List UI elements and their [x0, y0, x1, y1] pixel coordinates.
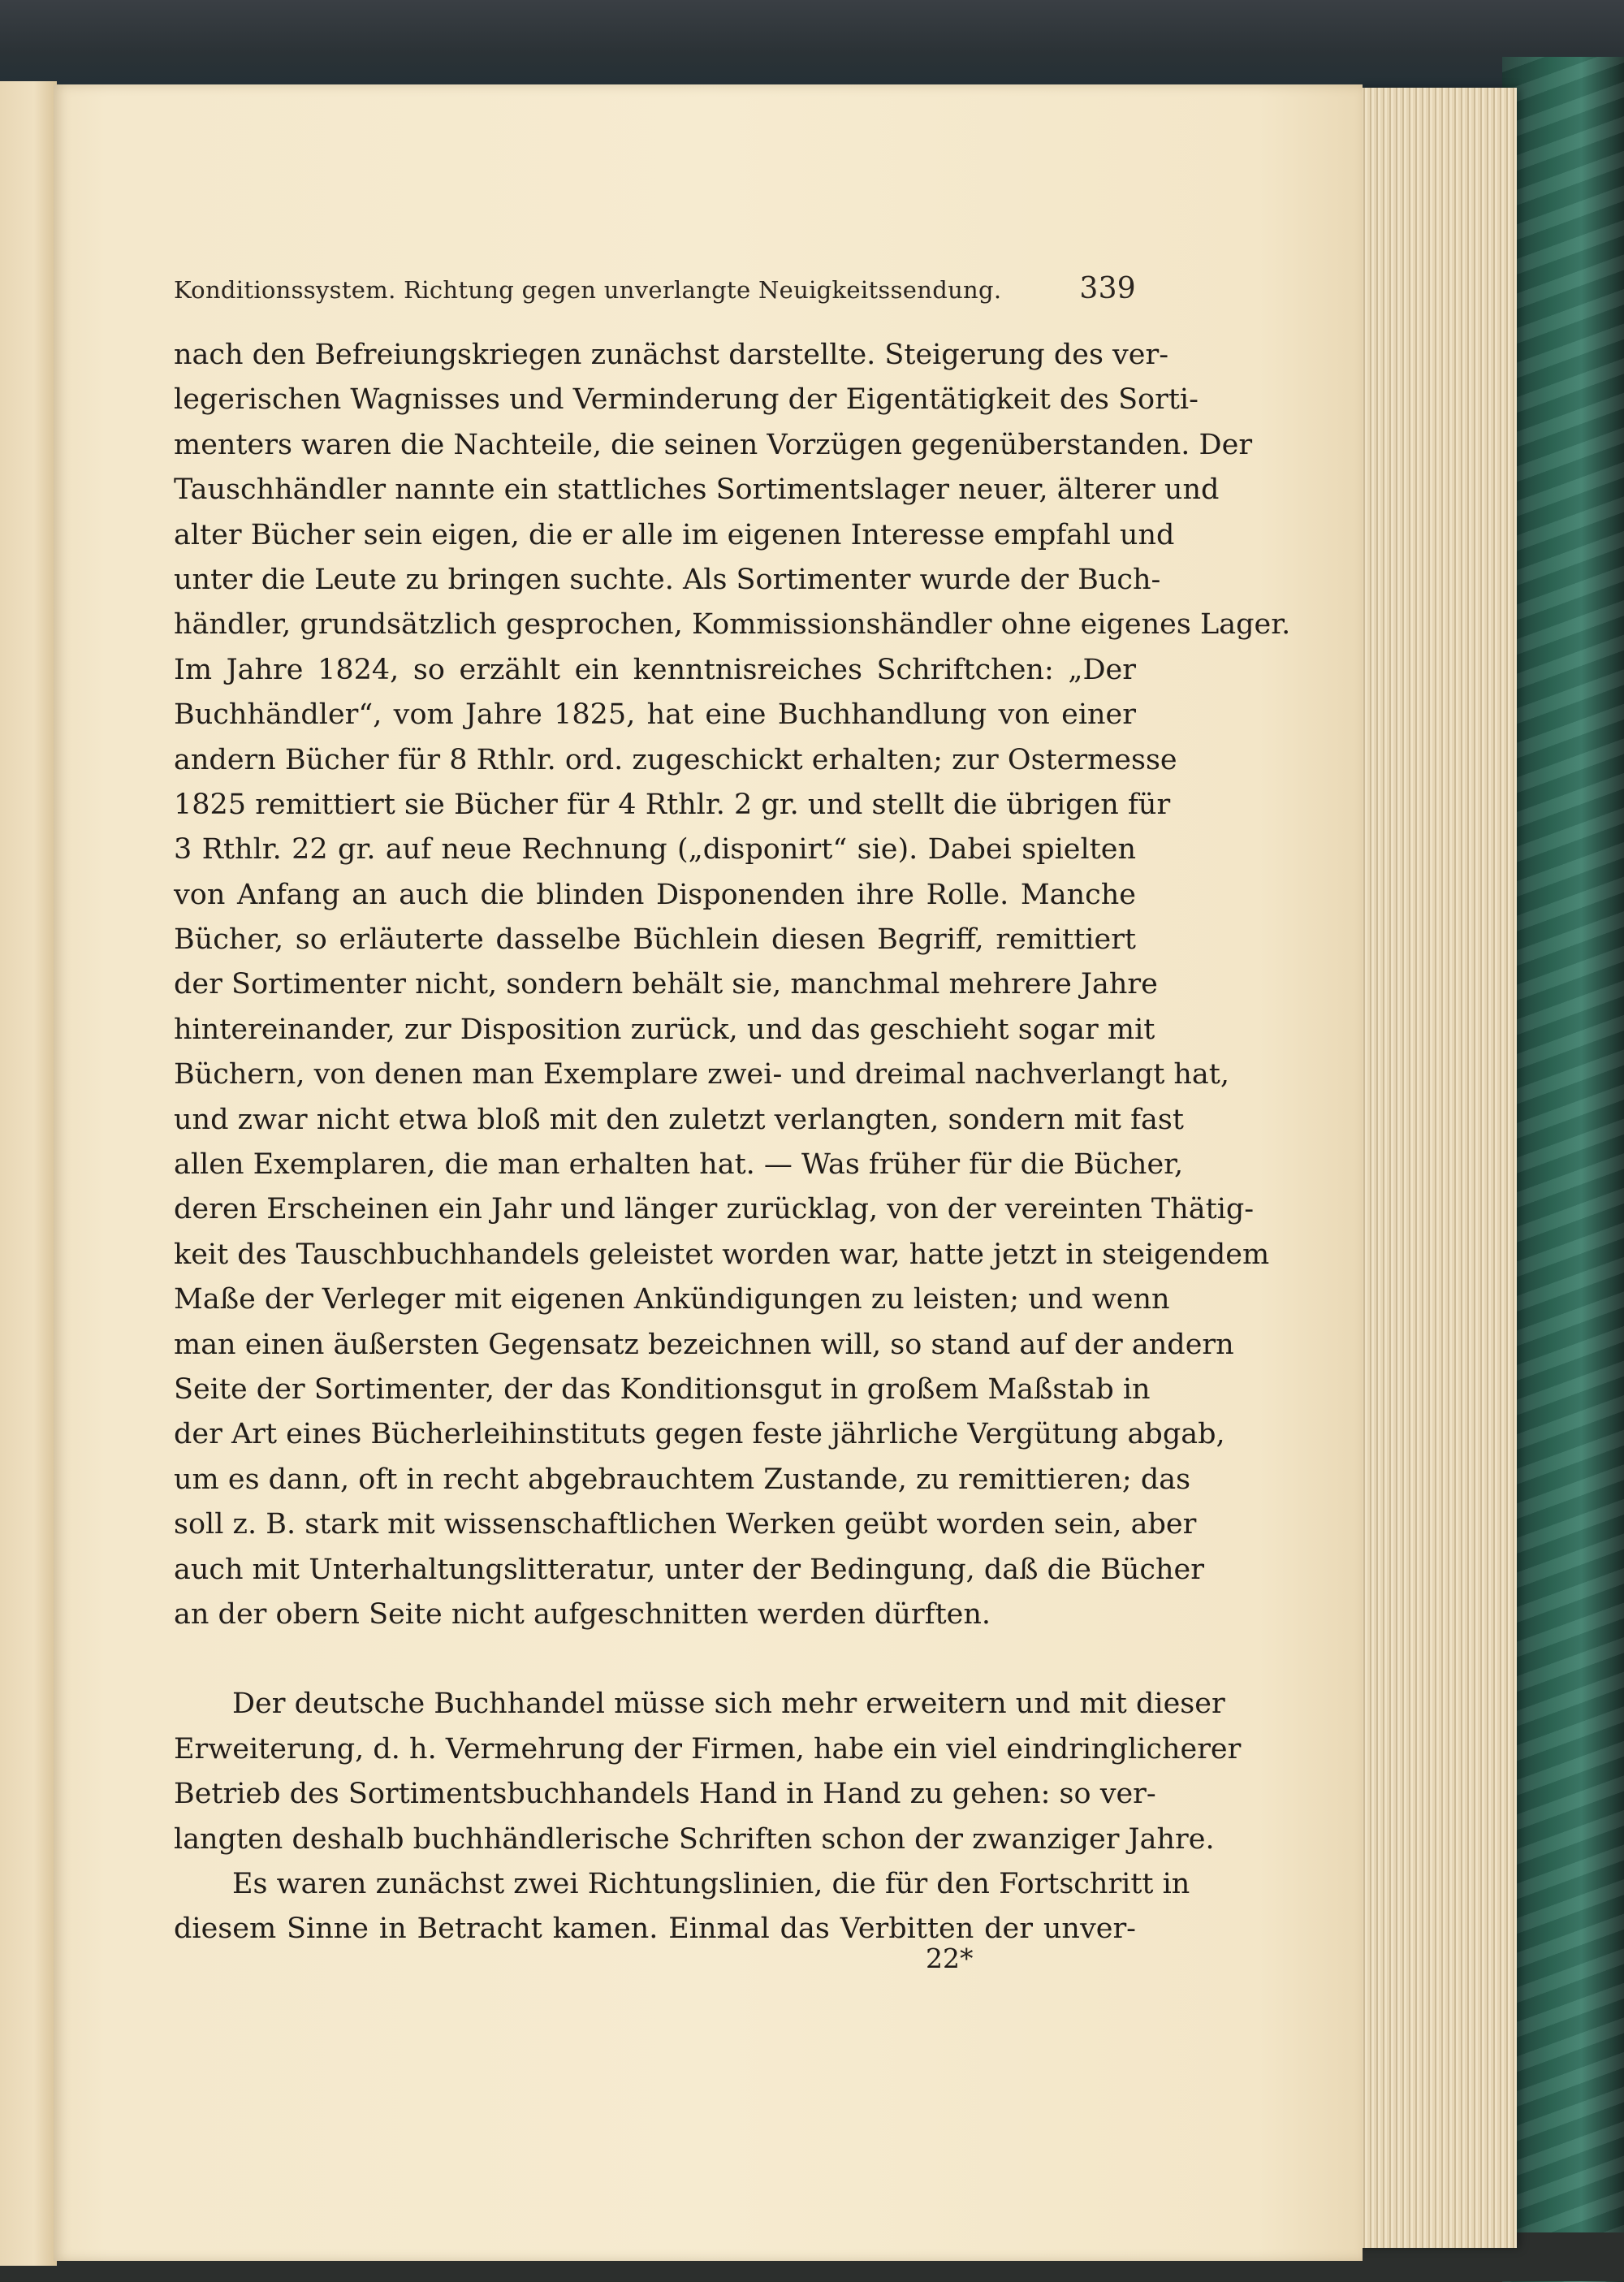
text-line: hintereinander, zur Disposition zurück, und das geschieht sogar mit	[174, 1013, 1155, 1046]
paragraph-2	[174, 1682, 1242, 1862]
text-line: Es waren zunächst zwei Richtungslinien, die für den Fortschritt in	[232, 1867, 1190, 1900]
text-line: der Art eines Bücherleihinstituts gegen feste jährliche Vergütung abgab,	[174, 1418, 1225, 1451]
body-text	[174, 333, 1291, 1952]
text-line: Maße der Verleger mit eigenen Ankündigungen zu leisten; und wenn	[174, 1283, 1170, 1316]
text-line: unter die Leute zu bringen suchte. Als Sortimenter wurde der Buch-	[174, 563, 1161, 596]
text-line: 3 Rthlr. 22 gr. auf neue Rechnung („disponirt“ sie). Dabei spielten	[174, 833, 1136, 867]
text-line: deren Erscheinen ein Jahr und länger zurücklag, von der vereinten Thätig-	[174, 1193, 1255, 1226]
text-line: man einen äußersten Gegensatz bezeichnen will, so stand auf der andern	[174, 1328, 1234, 1361]
text-line: diesem Sinne in Betracht kamen. Einmal das Verbitten der unver-	[174, 1912, 1136, 1946]
facing-page-edge	[0, 81, 57, 2266]
running-title: Konditionssystem. Richtung gegen unverlangte Neuigkeitssendung.	[174, 276, 1002, 304]
text-line: Der deutsche Buchhandel müsse sich mehr erweitern und mit dieser	[232, 1688, 1225, 1721]
text-line: menters waren die Nachteile, die seinen Vorzügen gegenüberstanden. Der	[174, 428, 1253, 461]
text-line: 1825 remittiert sie Bücher für 4 Rthlr. 2 gr. und stellt die übrigen für	[174, 788, 1171, 821]
signature-mark: 22*	[926, 1943, 974, 1974]
text-line: von Anfang an auch die blinden Disponenden ihre Rolle. Manche	[174, 878, 1136, 911]
text-line: keit des Tauschbuchhandels geleistet worden war, hatte jetzt in steigendem	[174, 1238, 1270, 1271]
text-line: legerischen Wagnisses und Verminderung der Eigentätigkeit des Sorti-	[174, 383, 1199, 417]
paragraph-3	[174, 1862, 1190, 1952]
paragraph-gap	[174, 1637, 1136, 1682]
text-line: Büchern, von denen man Exemplare zwei- und dreimal nachverlangt hat,	[174, 1058, 1229, 1091]
paragraph-1	[174, 333, 1291, 1637]
text-line: händler, grundsätzlich gesprochen, Kommissionshändler ohne eigenes Lager.	[174, 608, 1291, 642]
book-cover-right	[1502, 57, 1624, 2282]
text-line: Im Jahre 1824, so erzählt ein kenntnisreiches Schriftchen: „Der	[174, 653, 1136, 686]
text-line: Bücher, so erläuterte dasselbe Büchlein diesen Begriff, remittiert	[174, 923, 1136, 957]
text-line: nach den Befreiungskriegen zunächst darstellte. Steigerung des ver-	[174, 339, 1169, 371]
text-line: der Sortimenter nicht, sondern behält sie, manchmal mehrere Jahre	[174, 968, 1158, 1001]
page-number: 339	[1079, 272, 1136, 305]
text-line: Tauschhändler nannte ein stattliches Sortimentslager neuer, älterer und	[174, 473, 1220, 507]
text-line: um es dann, oft in recht abgebrauchtem Zustande, zu remittieren; das	[174, 1463, 1191, 1496]
text-line: an der obern Seite nicht aufgeschnitten werden dürften.	[174, 1597, 991, 1631]
text-line: und zwar nicht etwa bloß mit den zuletzt verlangten, sondern mit fast	[174, 1103, 1184, 1136]
text-line: Seite der Sortimenter, der das Konditionsgut in großem Maßstab in	[174, 1372, 1151, 1406]
text-line: soll z. B. stark mit wissenschaftlichen Werken geübt worden sein, aber	[174, 1508, 1197, 1541]
text-line: Betrieb des Sortimentsbuchhandels Hand in Hand zu gehen: so ver-	[174, 1778, 1156, 1811]
text-line: langten deshalb buchhändlerische Schriften schon der zwanziger Jahre.	[174, 1822, 1215, 1856]
book-cover-top	[0, 0, 1624, 89]
text-line: auch mit Unterhaltungslitteratur, unter der Bedingung, daß die Bücher	[174, 1553, 1204, 1586]
text-line: Erweiterung, d. h. Vermehrung der Firmen, habe ein viel eindringlicherer	[174, 1732, 1242, 1766]
running-header	[174, 272, 1136, 321]
text-line: Buchhändler“, vom Jahre 1825, hat eine Buchhandlung von einer	[174, 698, 1136, 732]
text-line: andern Bücher für 8 Rthlr. ord. zugeschickt erhalten; zur Ostermesse	[174, 743, 1177, 776]
text-line: alter Bücher sein eigen, die er alle im eigenen Interesse empfahl und	[174, 518, 1175, 551]
text-line: allen Exemplaren, die man erhalten hat. — Was früher für die Bücher,	[174, 1148, 1184, 1182]
page-block-edges	[1354, 88, 1517, 2248]
